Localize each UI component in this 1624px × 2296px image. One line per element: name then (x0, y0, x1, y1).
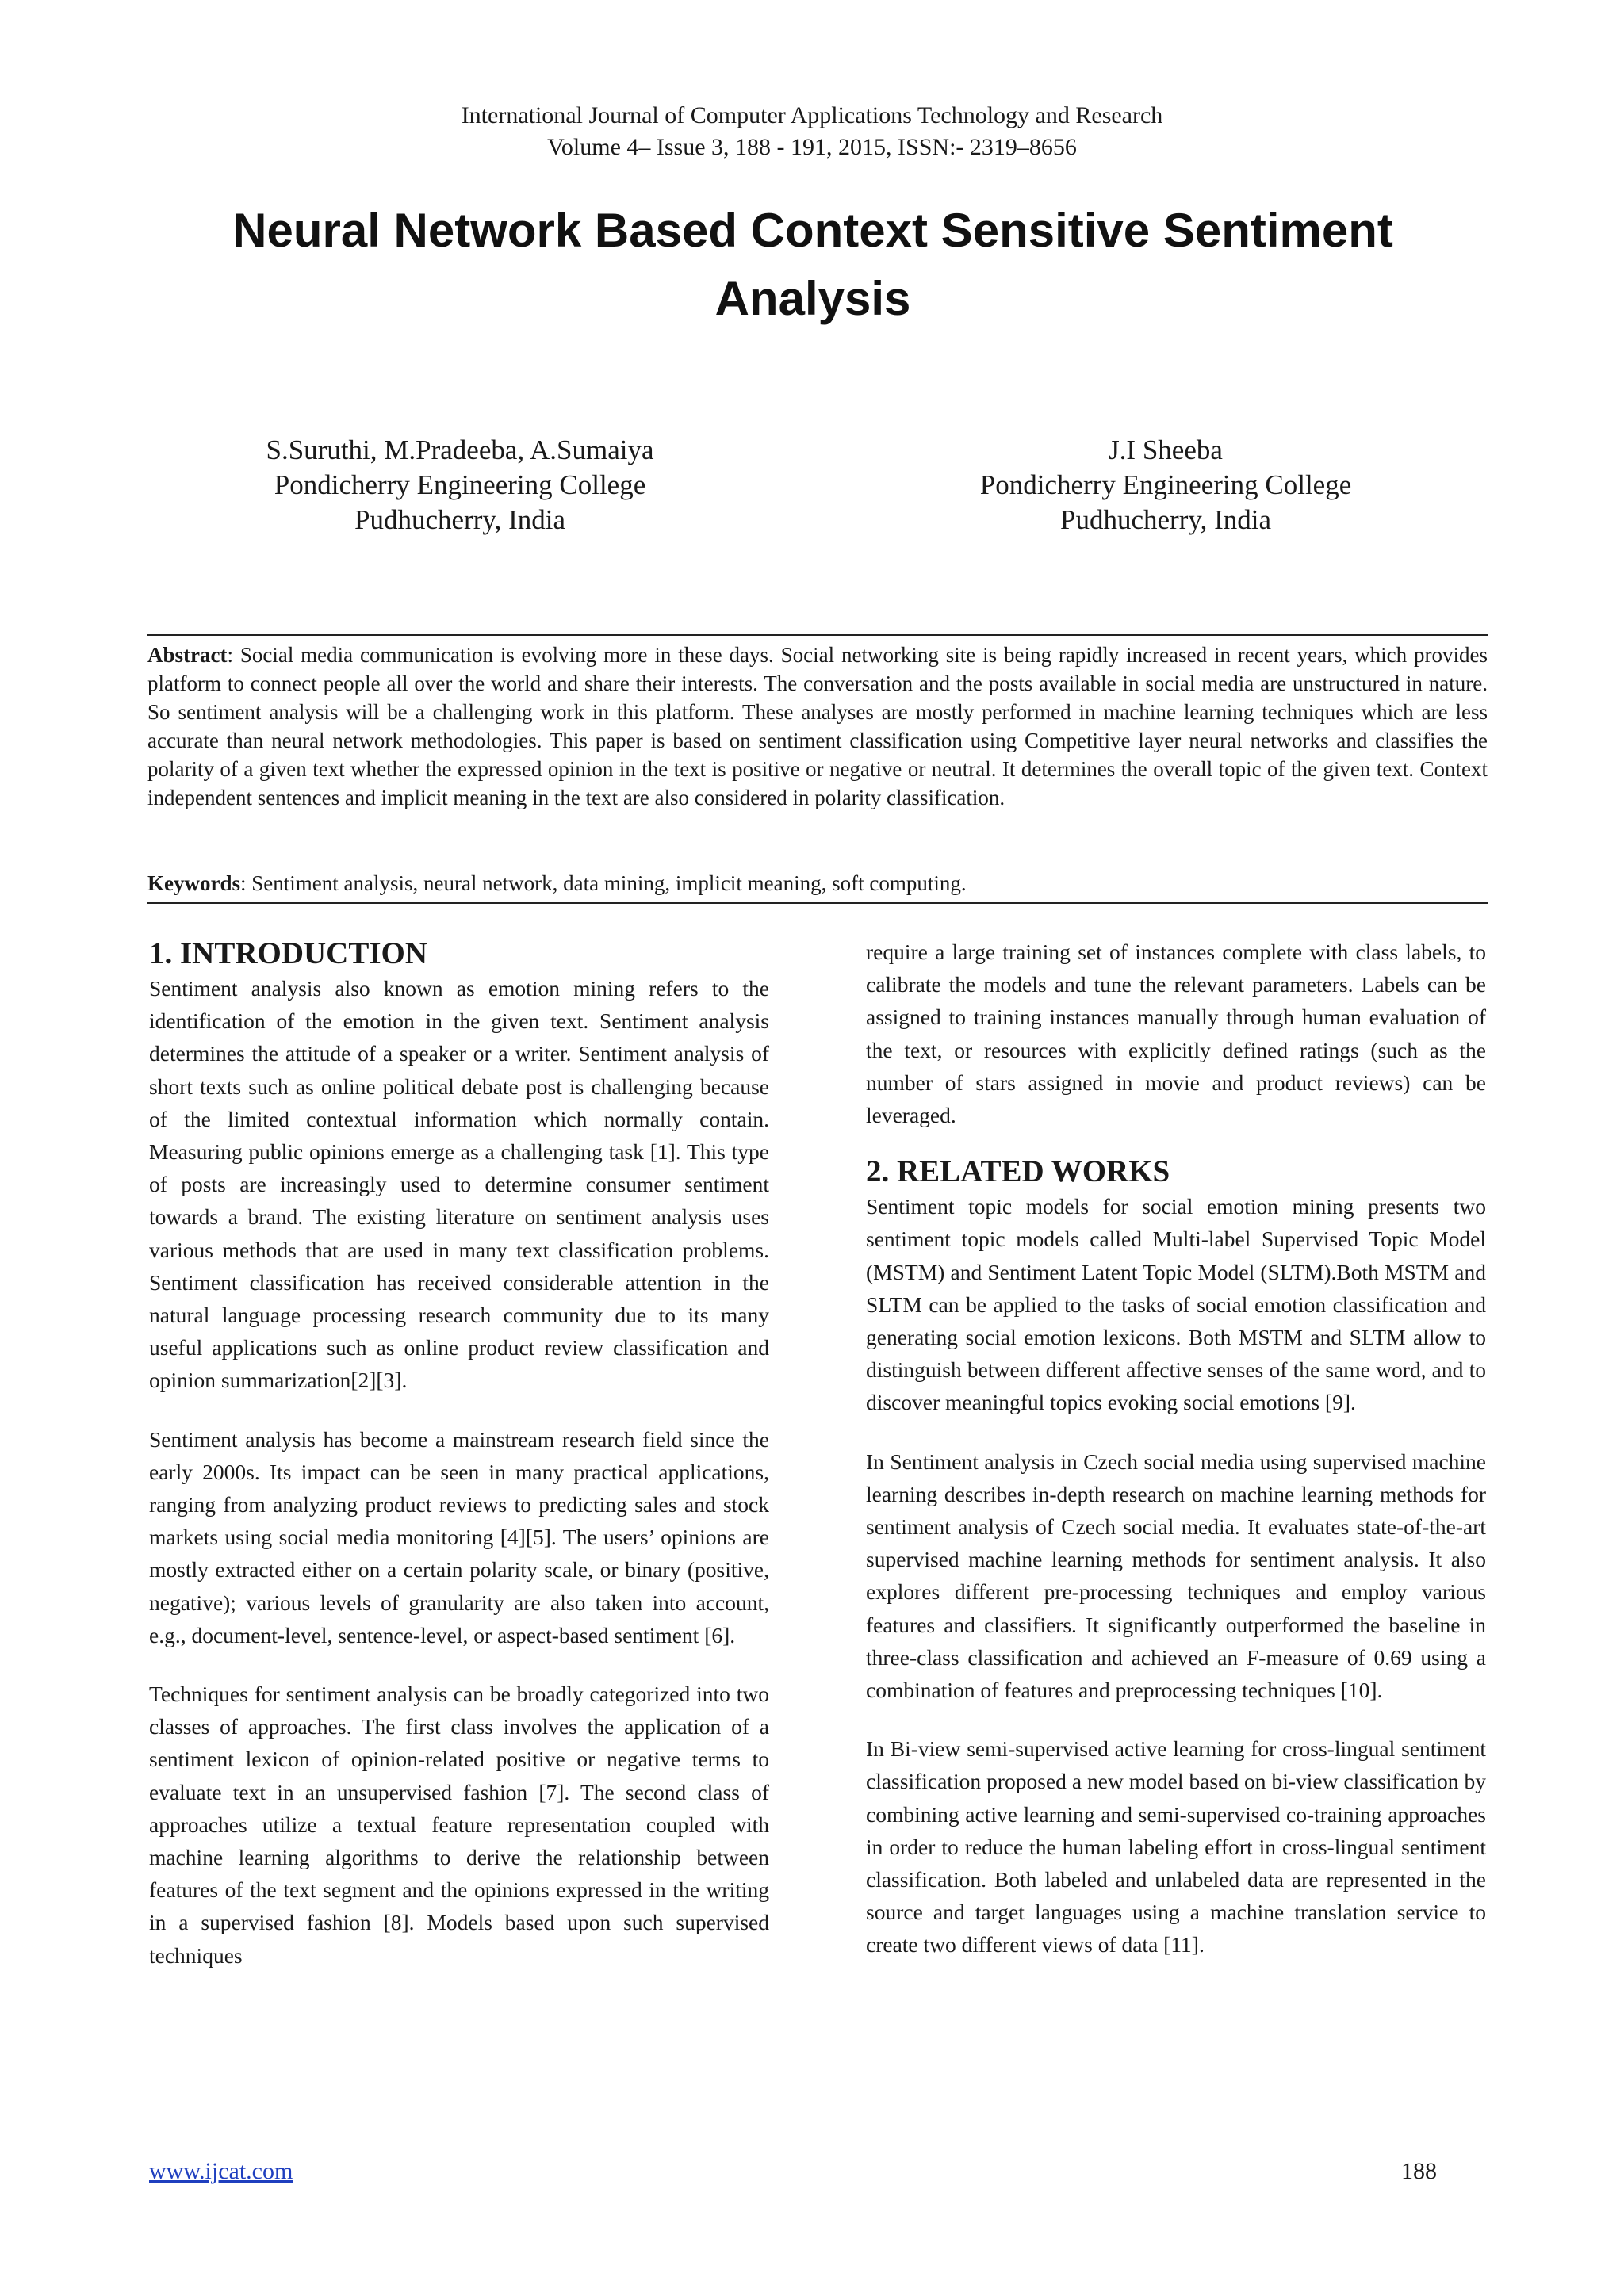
section-heading-related-works: 2. RELATED WORKS (866, 1154, 1170, 1189)
journal-volume: Volume 4– Issue 3, 188 - 191, 2015, ISSN:- 2319–8656 (547, 134, 1077, 160)
author-location: Pudhucherry, India (354, 504, 565, 535)
title-line-1: Neural Network Based Context Sensitive Sentiment (232, 204, 1393, 257)
author-block-left (159, 433, 761, 538)
author-affiliation: Pondicherry Engineering College (979, 469, 1352, 500)
keywords-text: : Sentiment analysis, neural network, data mining, implicit meaning, soft computing. (240, 871, 967, 895)
section-heading-introduction: 1. INTRODUCTION (149, 936, 428, 970)
intro-paragraph-3: Techniques for sentiment analysis can be broadly categorized into two classes of approaches. The first class involves the application of a sentiment lexicon of opinion-related positive or negative terms to evaluate text in an unsupervised fashion [7]. The second class of approaches utilize a textual feature representation coupled with machine learning algorithms to derive the relationship between features of the text segment and the opinions expressed in the writing in a supervised fashion [8]. Models based upon such supervised techniques (149, 1682, 769, 1968)
abstract-text: : Social media communication is evolving more in these days. Social networking site is being rapidly increased in recent years, which provides platform to connect people all over the world and share their interests. The conversation and the posts available in social media are unstructured in nature. So sentiment analysis will be a challenging work in this platform. These analyses are mostly performed in machine learning techniques which are less accurate than neural network methodologies. This paper is based on sentiment classification using Competitive layer neural networks and classifies the polarity of a given text whether the expressed opinion in the text is positive or negative or neutral. It determines the overall topic of the given text. Context independent sentences and implicit meaning in the text are also considered in polarity classification. (147, 643, 1488, 809)
keywords (147, 869, 1488, 897)
author-names: J.I Sheeba (1109, 434, 1223, 465)
related-paragraph-2: In Sentiment analysis in Czech social media using supervised machine learning describes in-depth research on machine learning methods for sentiment analysis of Czech social media. It evaluates state-of-the-art supervised machine learning methods for sentiment analysis. It also explores different pre-processing techniques and employ various features and classifiers. It significantly outperformed the baseline in three-class classification and achieved an F-measure of 0.69 using a combination of features and preprocessing techniques [10]. (866, 1448, 1486, 1703)
title-line-2: Analysis (714, 272, 911, 325)
intro-paragraph-continued: require a large training set of instances complete with class labels, to calibrate the models and tune the relevant parameters. Labels can be assigned to training instances manually through human evaluation of the text, or resources with explicitly defined ratings (such as the number of stars assigned in movie and product reviews) can be leveraged. (866, 939, 1486, 1128)
abstract-top-rule (147, 634, 1488, 636)
intro-paragraph-1: Sentiment analysis also known as emotion mining refers to the identification of the emotion in the given text. Sentiment analysis determines the attitude of a speaker or a writer. Sentiment analysis of short texts such as online political debate post is challenging because of the limited contextual information which normally contain. Measuring public opinions emerge as a challenging task [1]. This type of posts are increasingly used to determine consumer sentiment towards a brand. The existing literature on sentiment analysis uses various methods that are used in many text classification problems. Sentiment classification has received considerable attention in the natural language processing research community due to its many useful applications such as online product review classification and opinion summarization[2][3]. (149, 976, 769, 1393)
intro-paragraph-2: Sentiment analysis has become a mainstream research field since the early 2000s. Its impact can be seen in many practical applications, ranging from analyzing product reviews to predicting sales and stock markets using social media monitoring [4][5]. The users’ opinions are mostly extracted either on a certain polarity scale, or binary (positive, negative); various levels of granularity are also taken into account, e.g., document-level, sentence-level, or aspect-based sentiment [6]. (149, 1426, 769, 1647)
author-location: Pudhucherry, India (1060, 504, 1271, 535)
paper-title (143, 197, 1483, 333)
journal-website-link[interactable]: www.ijcat.com (149, 2158, 293, 2184)
keywords-bottom-rule (147, 902, 1488, 904)
keywords-label: Keywords (147, 871, 240, 895)
column-left (149, 936, 769, 1972)
abstract (147, 641, 1488, 812)
related-paragraph-1: Sentiment topic models for social emotion mining presents two sentiment topic models called Multi-label Supervised Topic Model (MSTM) and Sentiment Latent Topic Model (SLTM).Both MSTM and SLTM can be applied to the tasks of social emotion classification and generating social emotion lexicons. Both MSTM and SLTM allow to distinguish between different affective senses of the same word, and to discover meaningful topics evoking social emotions [9]. (866, 1194, 1486, 1415)
abstract-label: Abstract (147, 643, 228, 667)
page-number: 188 (1401, 2158, 1437, 2184)
column-right (866, 936, 1486, 1961)
related-paragraph-3: In Bi-view semi-supervised active learning for cross-lingual sentiment classification proposed a new model based on bi-view classification by combining active learning and semi-supervised co-training approaches in order to reduce the human labeling effort in cross-lingual sentiment classification. Both labeled and unlabeled data are represented in the source and target languages using a machine translation service to create two different views of data [11]. (866, 1736, 1486, 1957)
author-names: S.Suruthi, M.Pradeeba, A.Sumaiya (266, 434, 654, 465)
author-affiliation: Pondicherry Engineering College (274, 469, 646, 500)
author-block-right (864, 433, 1467, 538)
journal-name: International Journal of Computer Applications Technology and Research (461, 102, 1163, 128)
